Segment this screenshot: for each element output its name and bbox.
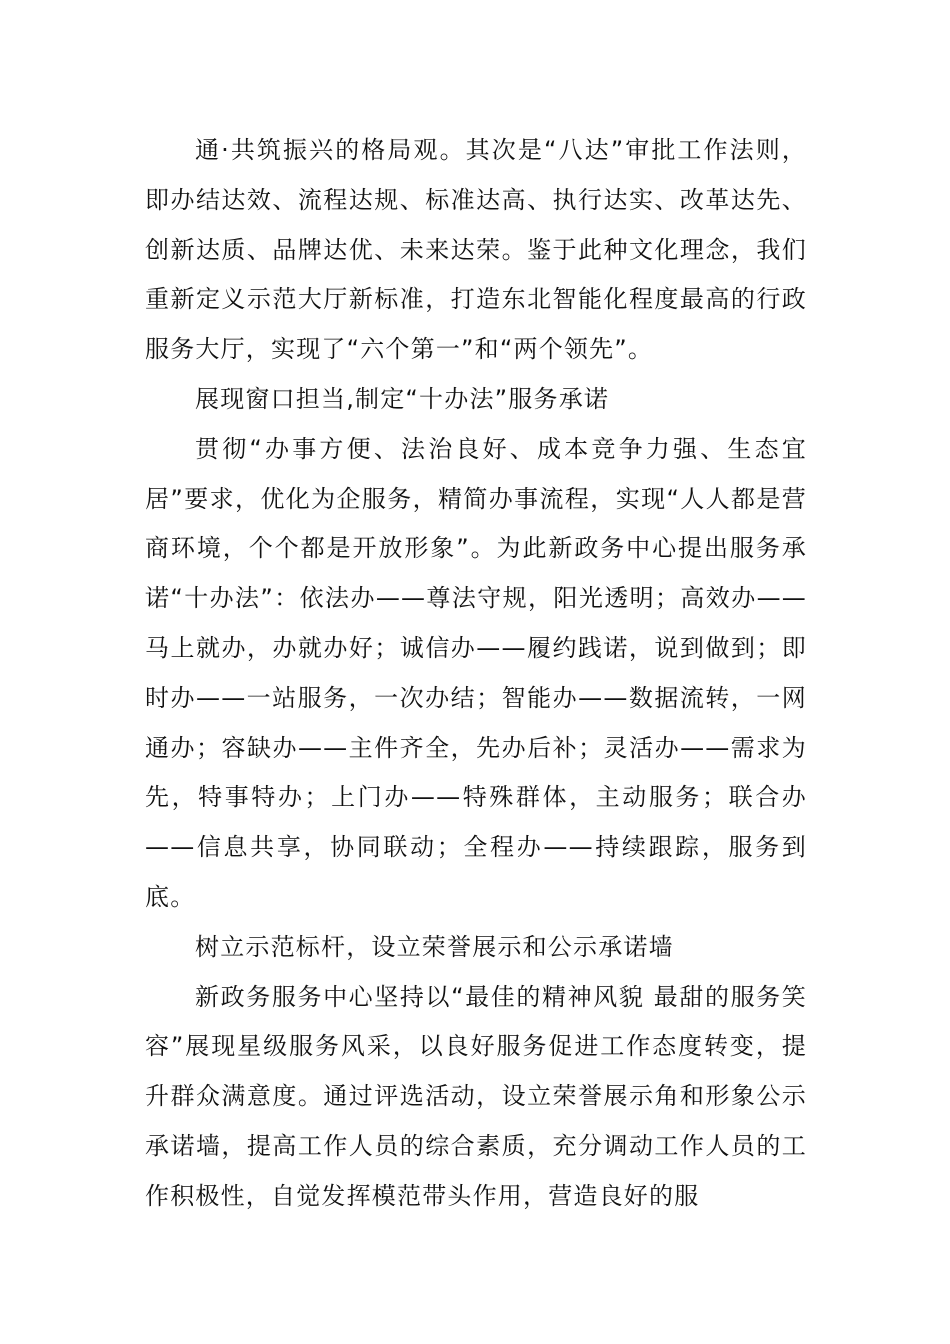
- section-heading-model-benchmark: 树立示范标杆，设立荣誉展示和公示承诺墙: [195, 932, 674, 961]
- paragraph-star-service: 新政务服务中心坚持以“最佳的精神风貌 最甜的服务笑容”展现星级服务风采，以良好服务促进工作态度转变，提升群众满意度。通过评选活动，设立荣誉展示角和形象公示承诺墙，提高工作人员的综合素质，充分调动工作人员的工作积极性，自觉发挥模范带头作用，营造良好的服: [145, 982, 807, 1210]
- paragraph-culture-concept: 通·共筑振兴的格局观。其次是“八达”审批工作法则，即办结达效、流程达规、标准达高、执行达实、改革达先、创新达质、品牌达优、未来达荣。鉴于此种文化理念，我们重新定义示范大厅新标准，打造东北智能化程度最高的行政服务大厅，实现了“六个第一”和“两个领先”。: [145, 136, 807, 364]
- section-heading-window-commitment: 展现窗口担当,制定“十办法”服务承诺: [195, 384, 610, 413]
- document-page: [145, 126, 807, 1222]
- paragraph-ten-methods: 贯彻“办事方便、法治良好、成本竞争力强、生态宜居”要求，优化为企服务，精简办事流程，实现“人人都是营商环境，个个都是开放形象”。为此新政务中心提出服务承诺“十办法”：依法办——尊法守规，阳光透明；高效办——马上就办，办就办好；诚信办——履约践诺，说到做到；即时办——一站服务，一次办结；智能办——数据流转，一网通办；容缺办——主件齐全，先办后补；灵活办——需求为先，特事特办；上门办——特殊群体，主动服务；联合办——信息共享，协同联动；全程办——持续跟踪，服务到底。: [145, 434, 807, 911]
